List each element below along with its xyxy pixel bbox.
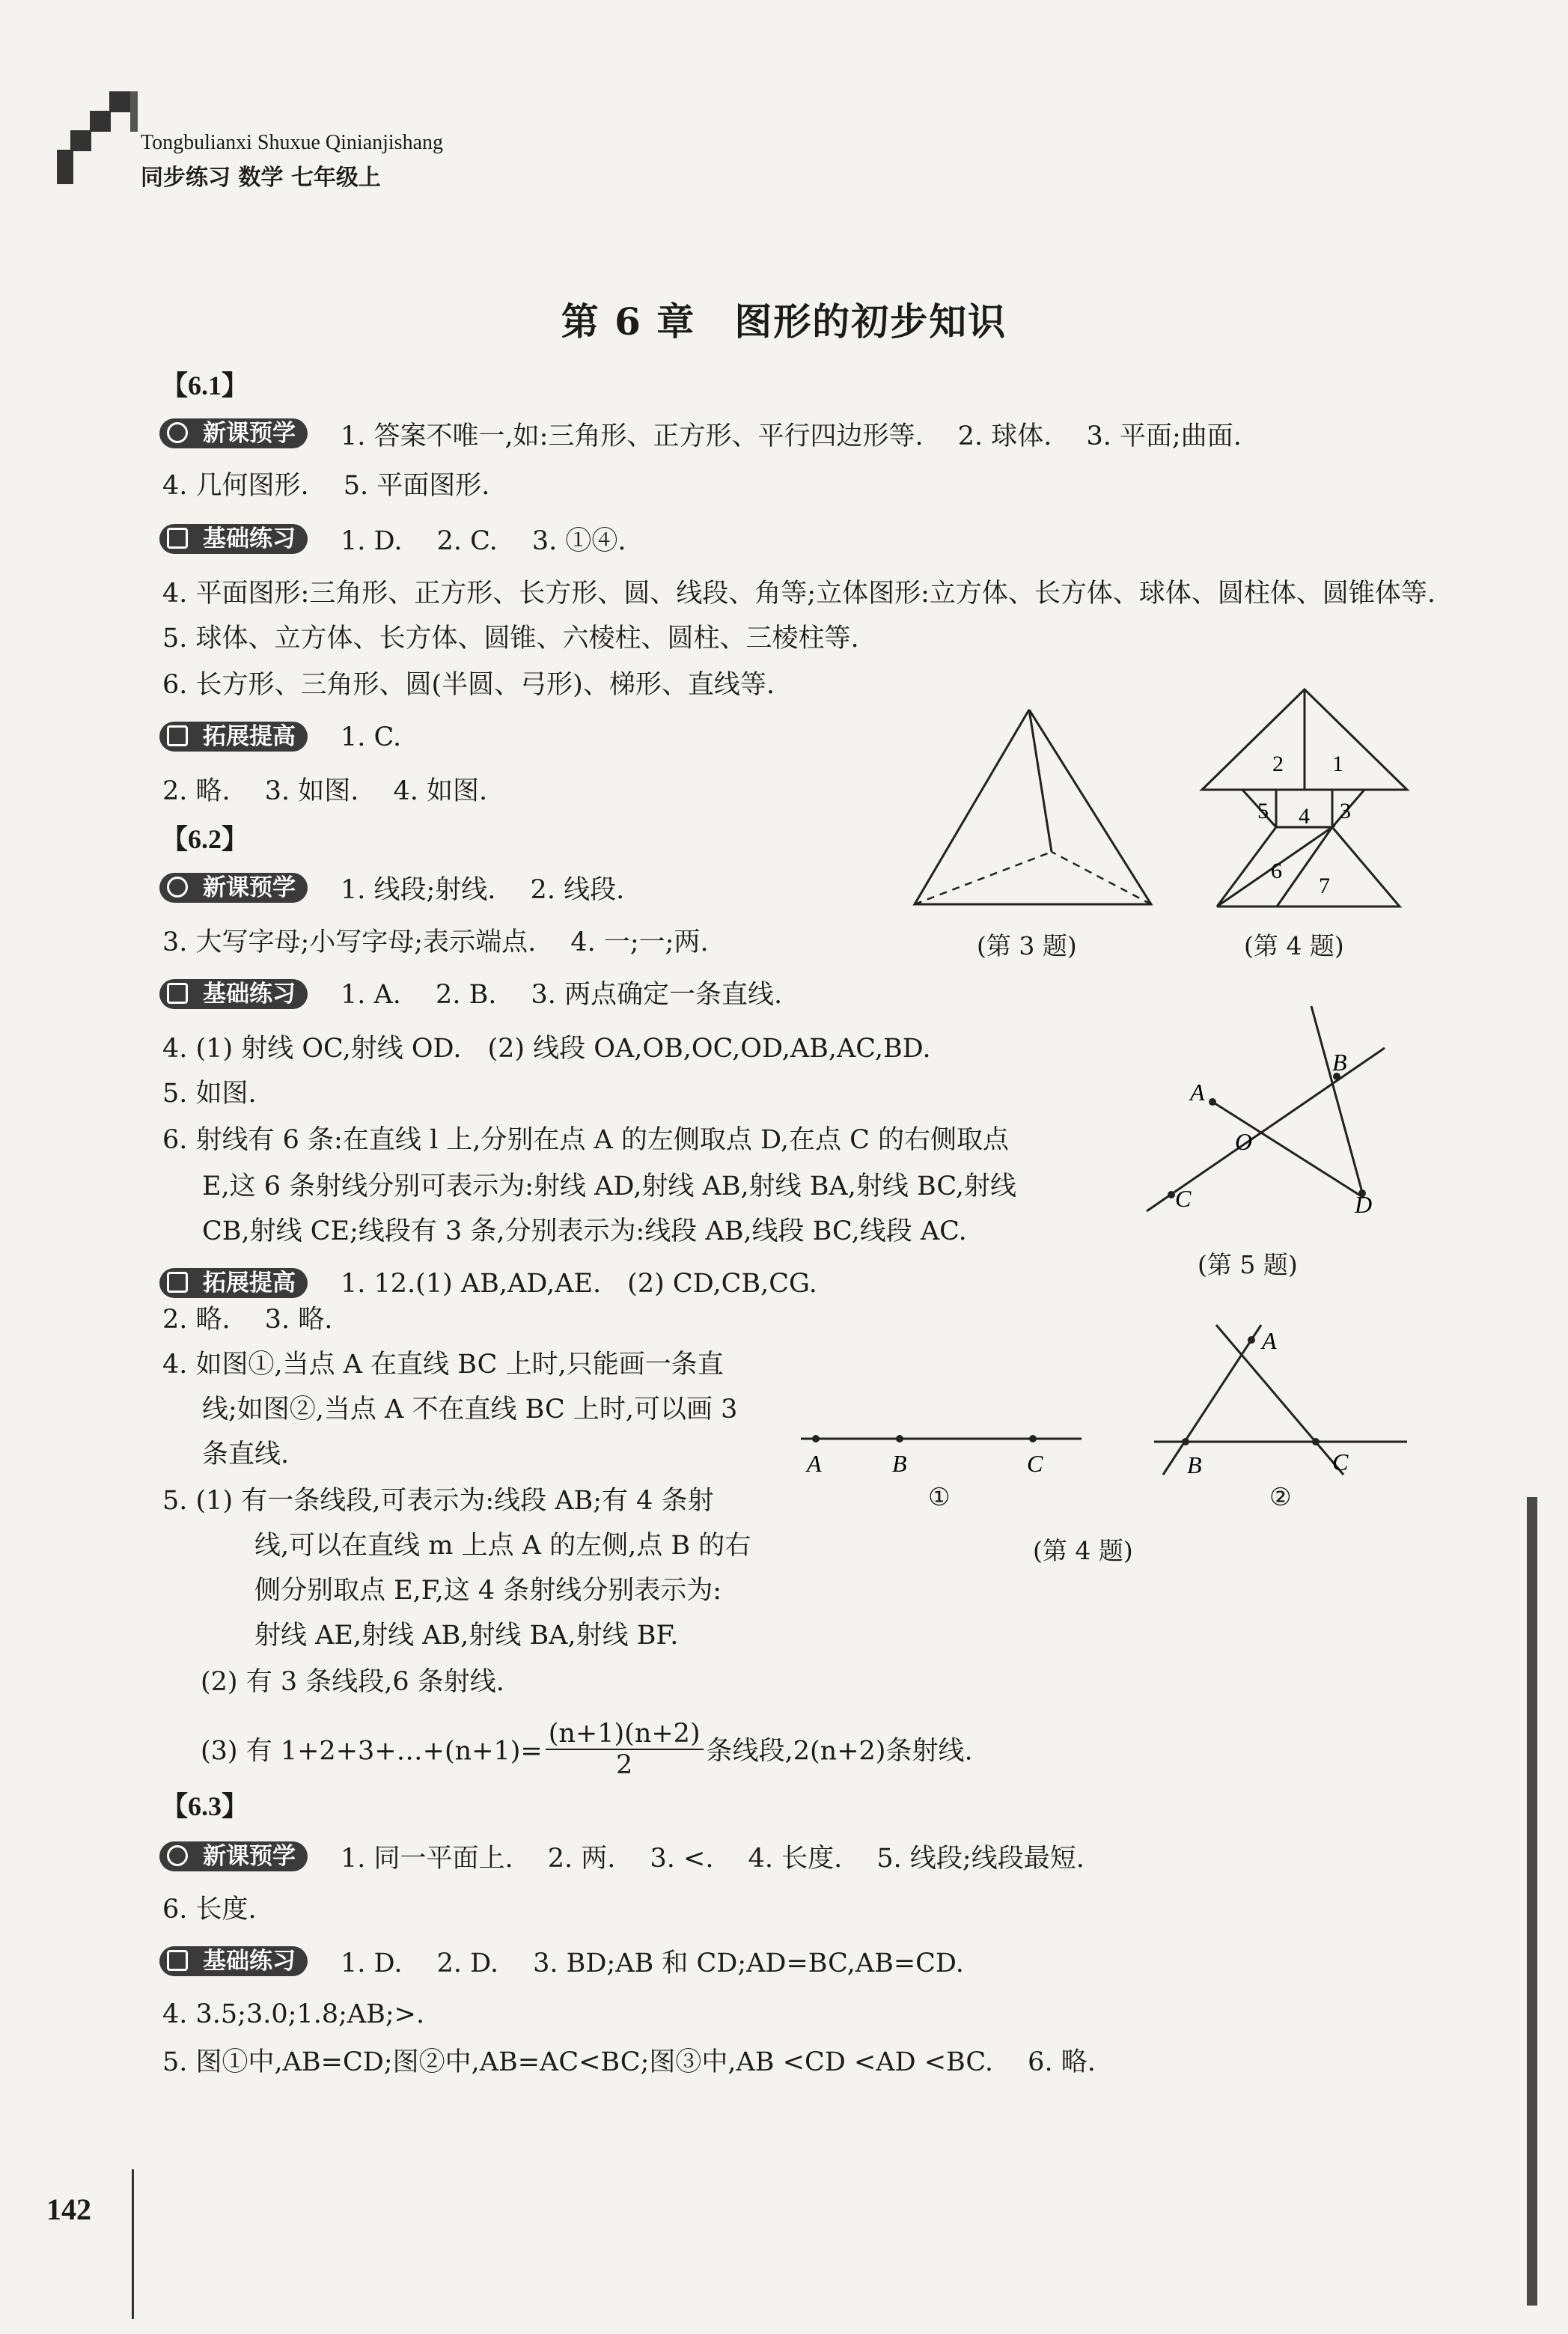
s63-basic-line1: 1. D. 2. D. 3. BD;AB 和 CD;AD=BC,AB=CD.: [341, 1948, 964, 1978]
point-label: C: [1027, 1450, 1043, 1477]
s62-extend-line10: (2) 有 3 条线段,6 条射线.: [201, 1667, 504, 1697]
s61-extend-line2: 2. 略. 3. 如图. 4. 如图.: [162, 776, 488, 806]
binding-edge: [1527, 1497, 1537, 2306]
figure-q4-line: [793, 1422, 1093, 1482]
s62-extend-line5: 条直线.: [202, 1439, 290, 1469]
tangram-label: 4: [1299, 804, 1310, 829]
figure-q3-pyramid: [906, 704, 1160, 913]
series-logo: [52, 88, 142, 193]
caption-q5: (第 5 题): [1198, 1250, 1298, 1279]
point-label: A: [1190, 1079, 1205, 1106]
s62-basic-line2: 4. (1) 射线 OC,射线 OD. (2) 线段 OA,OB,OC,OD,AB,AC,BD.: [162, 1034, 931, 1064]
fraction-numerator: (n+1)(n+2): [546, 1719, 704, 1750]
s62-extend-line11: [201, 1719, 973, 1783]
tangram-label: 5: [1257, 799, 1269, 823]
book-icon: [167, 1950, 188, 1971]
caption-q4b: (第 4 题): [1033, 1536, 1133, 1565]
tangram-label: 3: [1340, 799, 1351, 823]
chapter-title: 第 6 章 图形的初步知识: [561, 299, 1007, 344]
section-6-3: 【6.3】: [161, 1791, 249, 1821]
clock-icon: [167, 1845, 188, 1866]
point-label: A: [1262, 1327, 1277, 1354]
point-label: O: [1235, 1128, 1253, 1155]
badge-extend: 拓展提高: [159, 722, 308, 752]
book-icon: [167, 725, 188, 746]
tangram-label: 7: [1319, 874, 1330, 898]
s63-preview-line2: 6. 长度.: [162, 1895, 257, 1925]
s62-basic-line5: E,这 6 条射线分别可表示为:射线 AD,射线 AB,射线 BA,射线 BC,射线: [202, 1171, 1016, 1201]
badge-basic: 基础练习: [159, 1946, 308, 1976]
badge-basic: 基础练习: [159, 979, 308, 1009]
book-icon: [167, 528, 188, 549]
s63-preview-line1: 1. 同一平面上. 2. 两. 3. <. 4. 长度. 5. 线段;线段最短.: [341, 1844, 1085, 1874]
s62-extend-line7: 线,可以在直线 m 上点 A 的左侧,点 B 的右: [254, 1531, 751, 1561]
figure-q5-rays: [1138, 996, 1407, 1220]
figure-q4-tangram: [1198, 685, 1415, 909]
s62-extend-line1: 1. 12.(1) AB,AD,AE. (2) CD,CB,CG.: [341, 1269, 817, 1299]
book-icon: [167, 983, 188, 1004]
figure-label-1: ①: [928, 1482, 951, 1511]
s62-basic-line4: 6. 射线有 6 条:在直线 l 上,分别在点 A 的左侧取点 D,在点 C 的右侧取点: [162, 1125, 1010, 1155]
point-label: C: [1175, 1185, 1192, 1212]
point-label: B: [1187, 1451, 1202, 1478]
s62-extend-line6: 5. (1) 有一条线段,可表示为:线段 AB;有 4 条射: [162, 1486, 714, 1516]
formula-prefix: (3) 有 1+2+3+…+(n+1)=: [201, 1736, 543, 1767]
s63-basic-line2: 4. 3.5;3.0;1.8;AB;>.: [162, 1999, 425, 2029]
page-number: 142: [46, 2193, 91, 2226]
s61-basic-line2: 4. 平面图形:三角形、正方形、长方形、圆、线段、角等;立体图形:立方体、长方体、球体、圆柱体、圆锥体等.: [162, 579, 1436, 609]
s61-preview-line2: 4. 几何图形. 5. 平面图形.: [162, 471, 490, 501]
book-icon: [167, 1272, 188, 1293]
section-6-2: 【6.2】: [161, 824, 249, 854]
s62-extend-line4: 线;如图②,当点 A 不在直线 BC 上时,可以画 3: [202, 1395, 738, 1425]
badge-basic: 基础练习: [159, 524, 308, 554]
s62-extend-line2: 2. 略. 3. 略.: [162, 1305, 333, 1335]
badge-preview: 新课预学: [159, 1841, 308, 1871]
header-pinyin: Tongbulianxi Shuxue Qinianjishang: [141, 131, 444, 154]
section-6-1: 【6.1】: [161, 371, 249, 400]
clock-icon: [167, 877, 188, 898]
s62-basic-line3: 5. 如图.: [162, 1079, 257, 1109]
fraction-denominator: 2: [616, 1750, 633, 1780]
point-label: B: [892, 1450, 907, 1477]
point-label: B: [1332, 1049, 1347, 1076]
tangram-label: 2: [1272, 752, 1284, 776]
badge-extend: 拓展提高: [159, 1268, 308, 1298]
s62-preview-line2: 3. 大写字母;小写字母;表示端点. 4. 一;一;两.: [162, 927, 709, 957]
s62-extend-line9: 射线 AE,射线 AB,射线 BA,射线 BF.: [254, 1621, 679, 1651]
s62-extend-line8: 侧分别取点 E,F,这 4 条射线分别表示为:: [254, 1576, 722, 1606]
header-series: 同步练习 数学 七年级上: [141, 165, 381, 191]
point-label: C: [1332, 1448, 1349, 1475]
tangram-label: 6: [1271, 859, 1282, 883]
figure-label-2: ②: [1269, 1482, 1292, 1511]
s62-basic-line1: 1. A. 2. B. 3. 两点确定一条直线.: [341, 980, 783, 1010]
formula-suffix: 条线段,2(n+2)条射线.: [706, 1736, 973, 1767]
clock-icon: [167, 422, 188, 443]
s63-basic-line3: 5. 图①中,AB=CD;图②中,AB=AC<BC;图③中,AB <CD <AD <BC. 6. 略.: [162, 2047, 1096, 2077]
point-label: D: [1355, 1191, 1373, 1218]
s61-extend-line1: 1. C.: [341, 722, 402, 752]
s62-basic-line6: CB,射线 CE;线段有 3 条,分别表示为:线段 AB,线段 BC,线段 AC.: [202, 1216, 967, 1246]
figure-q4-triangle: [1145, 1317, 1415, 1482]
caption-q3: (第 3 题): [977, 931, 1077, 960]
point-label: A: [807, 1450, 822, 1477]
caption-q4a: (第 4 题): [1244, 931, 1344, 960]
s61-basic-line4: 6. 长方形、三角形、圆(半圆、弓形)、梯形、直线等.: [162, 670, 775, 700]
badge-preview: 新课预学: [159, 873, 308, 903]
margin-rule: [132, 2169, 134, 2319]
s61-basic-line3: 5. 球体、立方体、长方体、圆锥、六棱柱、圆柱、三棱柱等.: [162, 624, 859, 653]
s61-basic-line1: 1. D. 2. C. 3. ①④.: [341, 526, 626, 556]
s62-extend-line3: 4. 如图①,当点 A 在直线 BC 上时,只能画一条直: [162, 1350, 724, 1380]
badge-preview: 新课预学: [159, 418, 308, 448]
tangram-label: 1: [1332, 752, 1343, 776]
s61-preview-line1: 1. 答案不唯一,如:三角形、正方形、平行四边形等. 2. 球体. 3. 平面;曲面.: [341, 421, 1242, 451]
fraction: [546, 1719, 704, 1780]
s62-preview-line1: 1. 线段;射线. 2. 线段.: [341, 875, 625, 905]
